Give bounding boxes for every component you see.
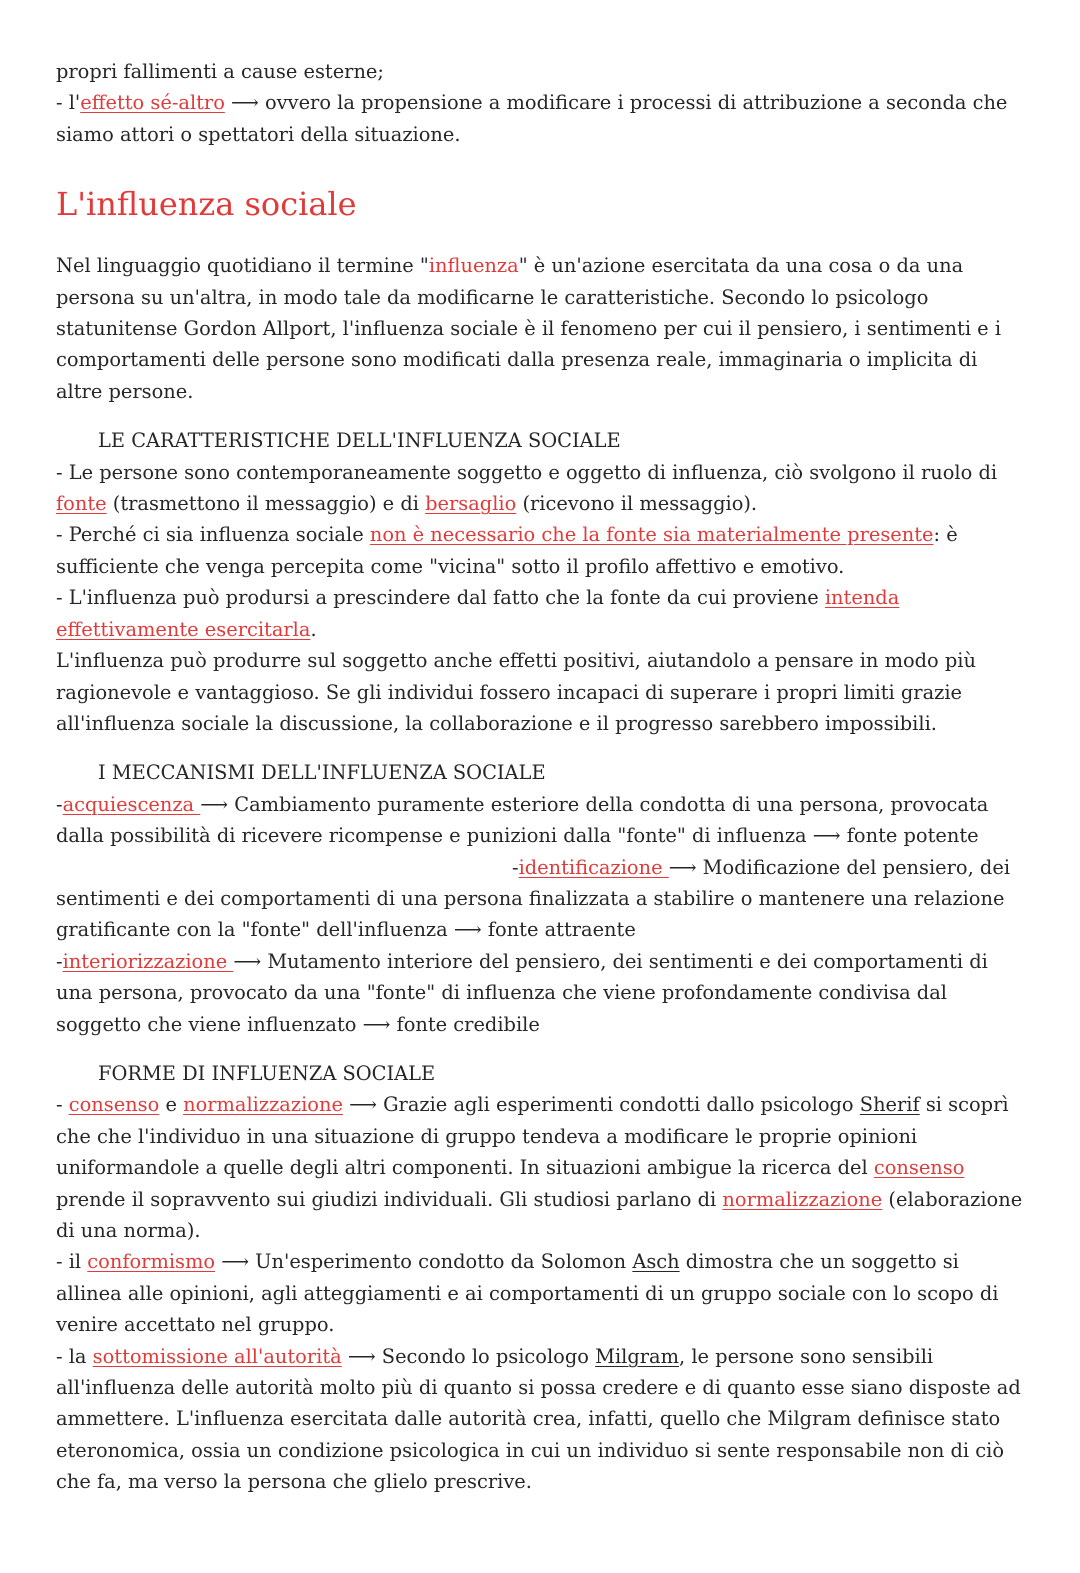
term-fonte: fonte xyxy=(56,492,107,516)
mec-dash: - xyxy=(512,855,519,879)
heading-meccanismi: I MECCANISMI DELL'INFLUENZA SOCIALE xyxy=(98,761,546,785)
car-p3-text-b: . xyxy=(310,617,317,641)
intro-line-1 xyxy=(56,56,1024,87)
intro-definition: ⟶ ovvero la propensione a modificare i processi di attribuzione a seconda che siamo attori o spettatori della situazione. xyxy=(56,91,1008,146)
forme-f1-text-a: ⟶ Grazie agli esperimenti condotti dallo psicologo xyxy=(342,1093,860,1117)
intro-effetto-se-altro xyxy=(56,87,1024,150)
mec-block xyxy=(56,789,1024,1040)
forme-f2-text-a: ⟶ Un'esperimento condotto da Solomon xyxy=(215,1250,633,1274)
term-identificazione: identificazione xyxy=(518,855,669,879)
section-title: L'influenza sociale xyxy=(56,185,357,224)
car-p2-text-a: - Perché ci sia influenza sociale xyxy=(56,523,370,547)
car-p1-text-c: (ricevono il messaggio). xyxy=(516,492,758,516)
term-normalizzazione: normalizzazione xyxy=(183,1093,343,1117)
forme-conj: e xyxy=(159,1093,184,1117)
name-sherif: Sherif xyxy=(859,1093,920,1117)
forme-dash: - il xyxy=(56,1250,88,1274)
term-sottomissione: sottomissione all'autorità xyxy=(92,1344,342,1368)
forme-consenso xyxy=(56,1089,1024,1246)
car-p1-text-a: - Le persone sono contemporaneamente soggetto e oggetto di influenza, ciò svolgono il ruolo di xyxy=(56,460,998,484)
name-milgram: Milgram xyxy=(595,1344,679,1368)
highlight-non-necessario: non è necessario che la fonte sia materialmente presente xyxy=(369,523,934,547)
forme-f3-text-a: ⟶ Secondo lo psicologo xyxy=(341,1344,596,1368)
term-conformismo: conformismo xyxy=(87,1250,216,1274)
forme-sottomissione xyxy=(56,1341,1024,1498)
mec-interiorizzazione-text: ⟶ Mutamento interiore del pensiero, dei sentimenti e dei comportamenti di una persona, provocato da una "fonte" di influenza che viene profondamente condivisa dal soggetto che viene influenzato ⟶ fonte credibile xyxy=(56,949,988,1036)
term-consenso-2: consenso xyxy=(873,1156,965,1180)
forme-dash: - xyxy=(56,1093,69,1117)
forme-f1-text-c: prende il sopravvento sui giudizi individuali. Gli studiosi parlano di xyxy=(56,1187,723,1211)
definition-paragraph xyxy=(56,250,1024,407)
mec-acquiescenza-text: ⟶ Cambiamento puramente esteriore della condotta di una persona, provocata dalla possibilità di ricevere ricompense e punizioni dalla "fonte" di influenza ⟶ fonte potente xyxy=(56,792,989,848)
forme-dash: - la xyxy=(56,1344,93,1368)
mec-dash: - xyxy=(56,949,63,973)
forme-conformismo xyxy=(56,1246,1024,1340)
intro-prefix: - l' xyxy=(56,91,81,115)
forme-f1-text-b: si scoprì che che l'individuo in una situazione di gruppo tendeva a modificare le proprie opinioni uniformandole a quelle degli altri componenti. In situazioni ambigue la ricerca del xyxy=(56,1093,1009,1180)
def-text-a: Nel linguaggio quotidiano il termine " xyxy=(56,254,429,278)
car-point-1 xyxy=(56,457,1024,520)
term-bersaglio: bersaglio xyxy=(425,492,517,516)
forme-f3-text-b: , le persone sono sensibili all'influenza delle autorità molto più di quanto si possa credere e di quanto esse siano disposte ad ammettere. L'influenza esercitata dalle autorità crea, infatti, quello che Milgram definisce stato eteronomica, ossia un condizione psicologica in cui un individuo si sente responsabile non di ciò che fa, ma verso la persona che glielo prescrive. xyxy=(56,1344,1021,1494)
name-asch: Asch xyxy=(632,1250,680,1274)
term-consenso: consenso xyxy=(68,1093,160,1117)
car-p1-text-b: (trasmettono il messaggio) e di xyxy=(106,492,426,516)
car-p3-text-a: - L'influenza può prodursi a prescindere dal fatto che la fonte da cui proviene xyxy=(56,586,825,610)
car-positive-effects: L'influenza può produrre sul soggetto anche effetti positivi, aiutandolo a pensare in modo più ragionevole e vantaggioso. Se gli individui fossero incapaci di superare i propri limiti grazie all'influenza sociale la discussione, la collaborazione e il progresso sarebbero impossibili. xyxy=(56,649,976,735)
term-interiorizzazione: interiorizzazione xyxy=(62,949,234,973)
heading-caratteristiche: LE CARATTERISTICHE DELL'INFLUENZA SOCIALE xyxy=(98,429,621,453)
term-effetto-se-altro: effetto sé-altro xyxy=(80,91,225,115)
highlight-intenda-esercitarla: intenda effettivamente esercitarla xyxy=(56,586,900,641)
car-p2-text-b: : è sufficiente che venga percepita come "vicina" sotto il profilo affettivo e emotivo. xyxy=(56,523,958,578)
term-acquiescenza: acquiescenza xyxy=(62,792,201,816)
car-point-3 xyxy=(56,582,1024,645)
intro-text: propri fallimenti a cause esterne; xyxy=(56,60,384,83)
mec-identificazione-text: ⟶ Modificazione del pensiero, dei sentimenti e dei comportamenti di una persona finalizzata a stabilire o mantenere una relazione gratificante con la "fonte" dell'influenza ⟶ fonte attraente xyxy=(56,855,1011,942)
car-point-2 xyxy=(56,519,1024,582)
mec-dash: - xyxy=(56,792,63,816)
term-influenza: influenza xyxy=(428,254,519,278)
term-normalizzazione-2: normalizzazione xyxy=(722,1187,883,1211)
forme-f1-text-d: (elaborazione di una norma). xyxy=(56,1187,1023,1242)
def-text-b: " è un'azione esercitata da una cosa o da una persona su un'altra, in modo tale da modificarne le caratteristiche. Secondo lo psicologo statunitense Gordon Allport, l'influenza sociale è il fenomeno per cui il pensiero, i sentimenti e i comportamenti delle persone sono modificati dalla presenza reale, immaginaria o implicita di altre persone. xyxy=(56,254,1002,403)
heading-forme: FORME DI INFLUENZA SOCIALE xyxy=(98,1061,436,1085)
forme-f2-text-b: dimostra che un soggetto si allinea alle opinioni, agli atteggiamenti e ai comportamenti di un gruppo sociale con lo scopo di venire accettato nel gruppo. xyxy=(56,1250,999,1337)
